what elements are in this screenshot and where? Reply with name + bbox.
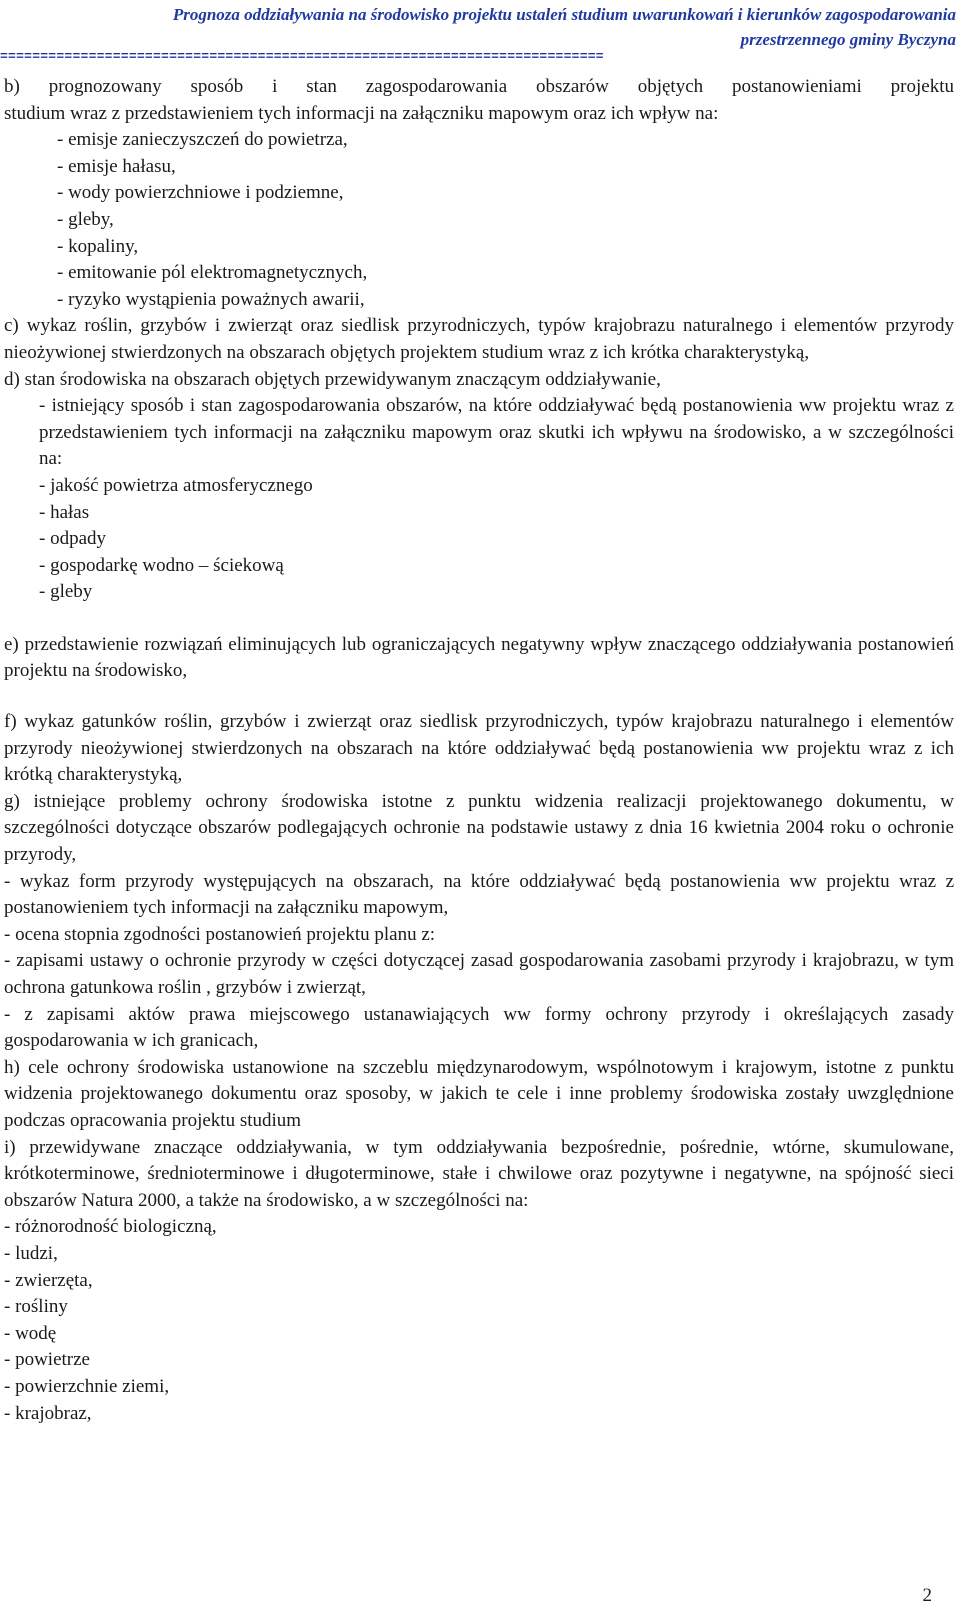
list-item: - ludzi,	[4, 1242, 58, 1264]
header-separator-rule: ===========================================================================	[0, 50, 604, 64]
item-g-sub-2: - ocena stopnia zgodności postanowień projektu planu z:	[4, 923, 436, 945]
item-g-sub-4: - z zapisami aktów prawa miejscowego ustanawiających ww formy ochrony przyrody i określających zasady gospodarowania w ich granicach,	[4, 1003, 954, 1052]
list-item: - emisje zanieczyszczeń do powietrza,	[57, 129, 348, 151]
list-item: - ryzyko wystąpienia poważnych awarii,	[57, 288, 365, 310]
list-item: - gleby,	[57, 208, 114, 230]
running-header-line-1: Prognoza oddziaływania na środowisko projektu ustaleń studium uwarunkowań i kierunków zagospodarowania	[172, 5, 956, 24]
list-item: - zwierzęta,	[4, 1269, 93, 1291]
item-b-list	[4, 127, 954, 313]
item-b-line-1: b) prognozowany sposób i stan zagospodarowania obszarów objętych postanowieniami projektu	[4, 76, 954, 97]
list-item: - emisje hałasu,	[57, 155, 176, 177]
running-header-line-2: przestrzennego gminy Byczyna	[740, 30, 956, 49]
item-f: f) wykaz gatunków roślin, grzybów i zwierząt oraz siedlisk przyrodniczych, typów krajobrazu naturalnego i elementów przyrody nieożywionej stwierdzonych na obszarach na które oddziaływać będą postanowienia ww projektu wraz z ich krótką charakterystyką,	[4, 711, 954, 786]
list-item: - odpady	[39, 528, 107, 550]
list-item: - emitowanie pól elektromagnetycznych,	[57, 262, 368, 284]
list-item: - rośliny	[4, 1296, 68, 1318]
item-d-block	[4, 393, 954, 606]
spacer	[4, 606, 954, 632]
running-header	[60, 2, 956, 52]
item-d-line-1: d) stan środowiska na obszarach objętych przewidywanym znaczącym oddziaływanie,	[4, 368, 661, 390]
list-item: - wody powierzchniowe i podziemne,	[57, 182, 344, 204]
list-item: - gleby	[39, 581, 93, 603]
list-item: - powietrze	[4, 1349, 90, 1371]
item-i: i) przewidywane znaczące oddziaływania, w tym oddziaływania bezpośrednie, pośrednie, wtórne, skumulowane, krótkoterminowe, średnioterminowe i długoterminowe, stałe i chwilowe oraz pozytywne i negatywne, na spójność sieci obszarów Natura 2000, a także na środowisko, a w szczególności na:	[4, 1136, 954, 1211]
item-d-sub: - istniejący sposób i stan zagospodarowania obszarów, na które oddziaływać będą postanowienia ww projektu wraz z przedstawieniem tych informacji na załączniku mapowym oraz skutki ich wpływu na środowisko, a w szczególności na:	[39, 395, 954, 470]
spacer	[4, 685, 954, 709]
item-c: c) wykaz roślin, grzybów i zwierząt oraz siedlisk przyrodniczych, typów krajobrazu naturalnego i elementów przyrody nieożywionej stwierdzonych na obszarach objętych projektem studium wraz z ich krótka charakterystyką,	[4, 315, 954, 363]
item-h: h) cele ochrony środowiska ustanowione na szczeblu międzynarodowym, wspólnotowym i krajowym, istotne z punktu widzenia projektowanego dokumentu oraz sposoby, w jakich te cele i inne problemy środowiska zostały uwzględnione podczas opracowania projektu studium	[4, 1056, 954, 1131]
page-number: 2	[922, 1585, 932, 1606]
item-g: g) istniejące problemy ochrony środowiska istotne z punktu widzenia realizacji projektowanego dokumentu, w szczególności dotyczące obszarów podlegających ochronie na podstawie ustawy z dnia 16 kwietnia 2004 roku o ochronie przyrody,	[4, 790, 954, 866]
list-item: - kopaliny,	[57, 235, 139, 257]
item-e: e) przedstawienie rozwiązań eliminujących lub ograniczających negatywny wpływ znaczącego oddziaływania postanowień projektu na środowisko,	[4, 633, 954, 682]
list-item: - wodę	[4, 1322, 57, 1344]
list-item: - hałas	[39, 501, 90, 523]
list-item: - różnorodność biologiczną,	[4, 1216, 217, 1238]
item-b-line-2: studium wraz z przedstawieniem tych informacji na załączniku mapowym oraz ich wpływ na:	[4, 102, 719, 124]
list-item: - powierzchnie ziemi,	[4, 1375, 170, 1397]
list-item: - gospodarkę wodno – ściekową	[39, 554, 284, 576]
list-item: - jakość powietrza atmosferycznego	[39, 474, 313, 496]
list-item: - krajobraz,	[4, 1402, 92, 1424]
item-g-sub-1: - wykaz form przyrody występujących na obszarach, na które oddziaływać będą postanowienia ww projektu wraz z postanowieniem tych informacji na załączniku mapowym,	[4, 870, 954, 919]
item-g-sub-3: - zapisami ustawy o ochronie przyrody w części dotyczącej zasad gospodarowania zasobami przyrody i krajobrazu, w tym ochrona gatunkowa roślin , grzybów i zwierząt,	[4, 950, 954, 998]
document-body	[4, 74, 954, 1427]
